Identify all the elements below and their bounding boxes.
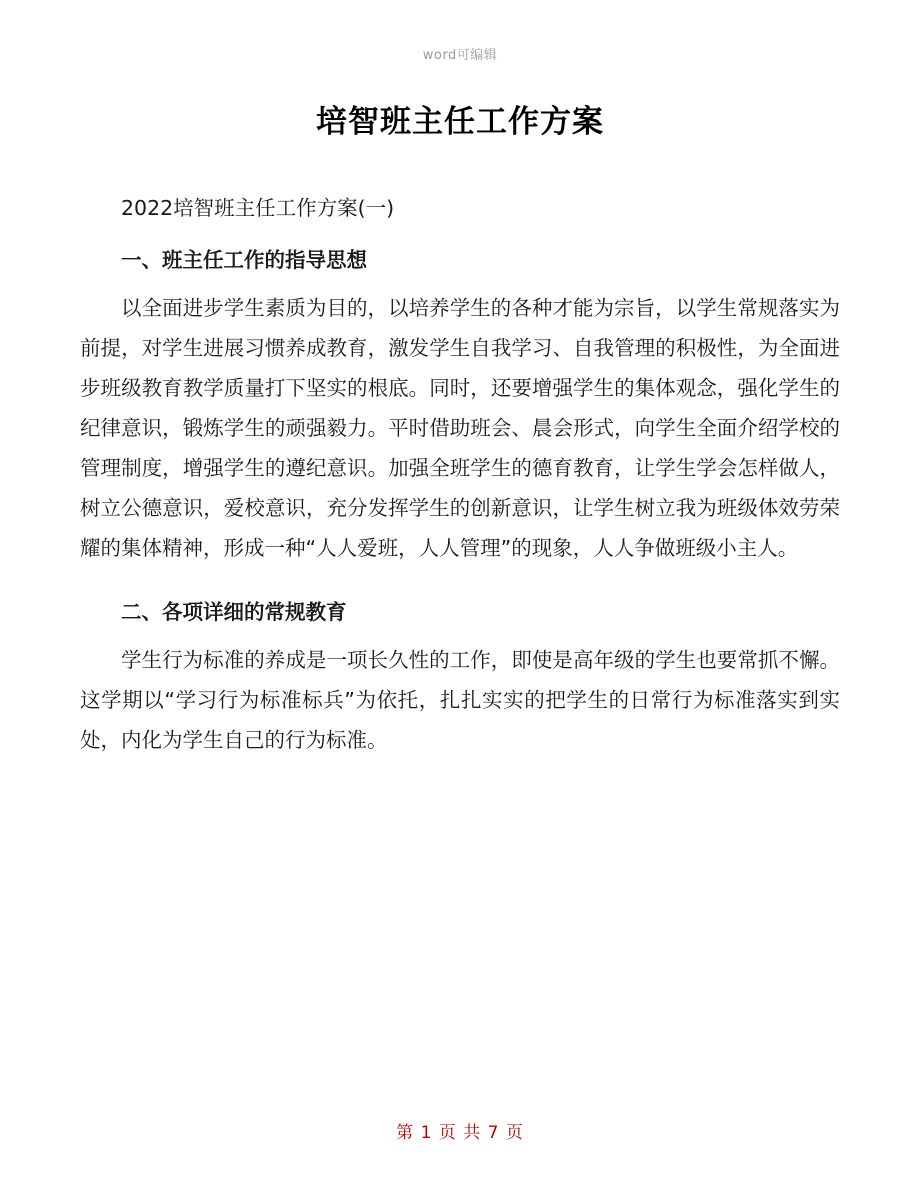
footer-middle: 页 共 bbox=[438, 1123, 482, 1143]
watermark-text: word可编辑 bbox=[422, 48, 498, 63]
section-spacer bbox=[80, 573, 840, 583]
footer-page-number: 1 bbox=[420, 1123, 433, 1143]
section-heading-2: 二、各项详细的常规教育 bbox=[121, 599, 347, 624]
page-title: 培智班主任工作方案 bbox=[316, 104, 604, 140]
footer-suffix: 页 bbox=[505, 1123, 524, 1143]
page-footer bbox=[0, 1118, 920, 1143]
lead-paragraph: 2022培智班主任工作方案(一) bbox=[121, 196, 395, 220]
footer-prefix: 第 bbox=[396, 1123, 415, 1143]
footer-total-pages: 7 bbox=[487, 1123, 500, 1143]
section-paragraph-2: 学生行为标准的养成是一项长久性的工作，即使是高年级的学生也要常抓不懈。这学期以“学习行为标准标兵”为依托，扎扎实实的把学生的日常行为标准落实到实处，内化为学生自己的行为标准。 bbox=[80, 647, 840, 752]
section-paragraph-1: 以全面进步学生素质为目的，以培养学生的各种才能为宗旨，以学生常规落实为前提，对学生进展习惯养成教育，激发学生自我学习、自我管理的积极性，为全面进步班级教育教学质量打下坚实的根底。同时，还要增强学生的集体观念，强化学生的纪律意识，锻炼学生的顽强毅力。平时借助班会、晨会形式，向学生全面介绍学校的管理制度，增强学生的遵纪意识。加强全班学生的德育教育，让学生学会怎样做人，树立公德意识，爱校意识，充分发挥学生的创新意识，让学生树立我为班级体效劳荣耀的集体精神，形成一种“人人爱班，人人管理”的现象，人人争做班级小主人。 bbox=[80, 295, 840, 560]
document-body bbox=[80, 189, 840, 761]
section-heading-1: 一、班主任工作的指导思想 bbox=[121, 247, 367, 272]
